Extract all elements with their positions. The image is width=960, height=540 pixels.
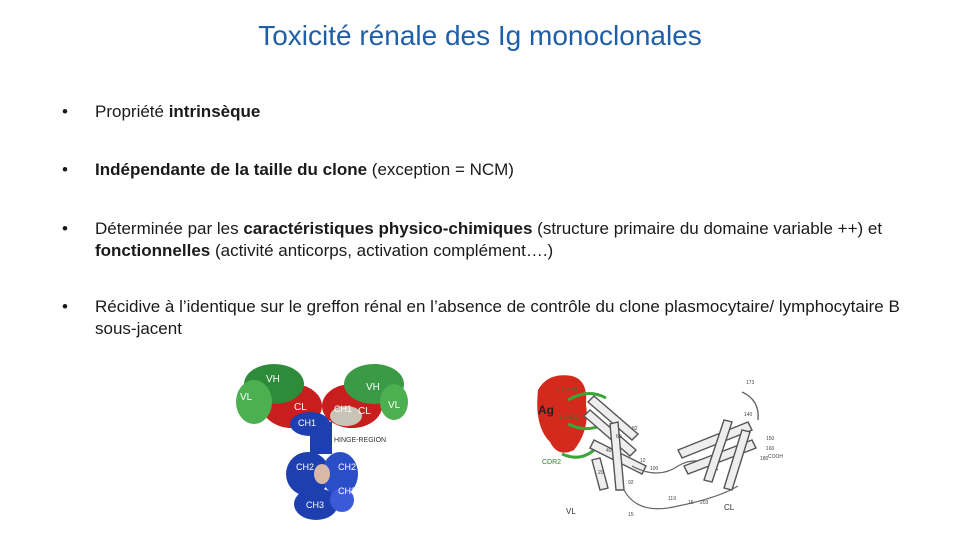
cl-right-label: CL [358, 406, 371, 417]
bullet-marker: • [62, 160, 68, 179]
carbohydrate-region [314, 464, 330, 484]
vh-right-label: VH [366, 382, 380, 393]
slide-title: Toxicité rénale des Ig monoclonales [258, 20, 702, 51]
svg-text:180: 180 [760, 456, 769, 462]
antibody-structure-image [234, 362, 410, 522]
bullet-marker: • [62, 219, 68, 238]
vl-domain-strands [584, 396, 646, 490]
ch2-left-label: CH2 [296, 462, 315, 472]
bullet-item [62, 296, 922, 340]
svg-text:12: 12 [640, 458, 646, 464]
svg-text:82: 82 [632, 426, 638, 432]
svg-text:160: 160 [766, 446, 775, 452]
svg-text:15: 15 [628, 512, 634, 518]
vl-left-label: VL [240, 392, 253, 403]
bullet-item [62, 159, 922, 181]
bullet-item [62, 218, 922, 262]
ch2-right-label: CH2 [338, 462, 357, 472]
cdr1-label: CDR1 [560, 415, 580, 422]
ch3-right-label: CH3 [338, 486, 357, 496]
bullet-text: Propriété intrinsèque [95, 102, 261, 121]
ch1-right-label: CH1 [334, 404, 353, 414]
svg-text:92: 92 [628, 480, 634, 486]
svg-text:150: 150 [766, 436, 775, 442]
svg-text:40: 40 [606, 448, 612, 454]
bullet-marker: • [62, 297, 68, 316]
linker-loop [624, 486, 738, 509]
svg-text:203: 203 [700, 500, 709, 506]
svg-text:119: 119 [668, 496, 676, 502]
ch1-left-label: CH1 [298, 418, 317, 428]
svg-text:140: 140 [744, 412, 753, 418]
vh-left-label: VH [266, 374, 280, 385]
cooh-label: COOH [768, 454, 783, 460]
svg-text:16: 16 [688, 500, 694, 506]
svg-text:100: 100 [650, 466, 659, 472]
bullet-marker: • [62, 102, 68, 121]
antigen-label: Ag [538, 403, 554, 417]
svg-text:20: 20 [598, 470, 604, 476]
cdr3-label: CDR3 [558, 387, 578, 394]
bullet-text: Récidive à l’identique sur le greffon rénal en l’absence de contrôle du clone plasmocytaire/ lymphocytaire B sous-jacent [95, 297, 900, 338]
ch3-left-label: CH3 [306, 500, 325, 510]
svg-text:60: 60 [616, 434, 622, 440]
bullet-item [62, 101, 922, 123]
hinge-region-label: HINGE-REGION [334, 437, 387, 444]
light-chain-structure-image [528, 370, 790, 520]
vl-right-label: VL [388, 400, 401, 411]
cl-label: CL [724, 503, 735, 512]
cl-left-label: CL [294, 402, 307, 413]
cdr2-label: CDR2 [542, 459, 562, 466]
cl-domain-strands [678, 392, 758, 490]
svg-text:173: 173 [746, 380, 755, 386]
bullet-text: Indépendante de la taille du clone (exception = NCM) [95, 160, 514, 179]
vl-label: VL [566, 507, 576, 516]
bullet-text: Déterminée par les caractéristiques physico-chimiques (structure primaire du domaine variable ++) et fonctionnelles (activité anticorps, activation complément….) [95, 219, 883, 260]
